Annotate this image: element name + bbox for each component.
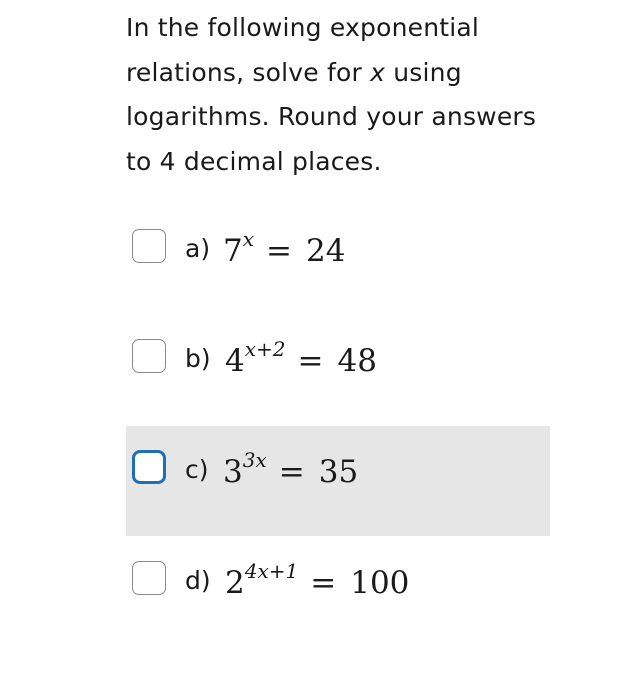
option-b-letter: b) xyxy=(185,344,211,373)
option-d-letter: d) xyxy=(185,566,211,595)
option-b-exponent: x+2 xyxy=(244,336,286,361)
option-a-equals: = xyxy=(266,233,292,269)
option-d[interactable] xyxy=(126,527,550,637)
option-c[interactable] xyxy=(126,426,550,536)
option-b[interactable] xyxy=(126,305,550,415)
question-text-part1: In the following exponential relations, solve for xyxy=(126,13,480,87)
option-c-checkbox[interactable] xyxy=(132,450,166,484)
option-c-rhs: 35 xyxy=(318,454,359,490)
option-c-exponent: 3x xyxy=(242,447,267,472)
option-c-equals: = xyxy=(278,454,305,490)
option-a-base: 7 xyxy=(223,233,243,269)
option-d-exponent: 4x+1 xyxy=(244,558,299,583)
option-b-equation xyxy=(225,336,377,379)
option-c-equation xyxy=(223,447,359,490)
option-b-base: 4 xyxy=(225,343,245,379)
option-b-rhs: 48 xyxy=(337,343,377,379)
option-a-exponent: x xyxy=(242,226,255,251)
option-a-checkbox[interactable] xyxy=(132,229,166,263)
question-variable: x xyxy=(370,57,386,87)
question-text-part2: using logarithms. Round your answers to 4 decimal places. xyxy=(126,57,537,176)
option-c-letter: c) xyxy=(185,455,209,484)
option-d-equation xyxy=(225,558,410,601)
option-a[interactable] xyxy=(126,195,550,305)
option-a-equation xyxy=(223,226,346,269)
option-d-checkbox[interactable] xyxy=(132,561,166,595)
question-prompt xyxy=(126,6,546,184)
option-d-rhs: 100 xyxy=(350,565,410,601)
option-a-letter: a) xyxy=(185,234,211,263)
option-b-checkbox[interactable] xyxy=(132,339,166,373)
option-d-equals: = xyxy=(310,565,337,601)
option-d-base: 2 xyxy=(225,565,245,601)
option-a-rhs: 24 xyxy=(306,233,346,269)
option-b-equals: = xyxy=(297,343,324,379)
option-c-base: 3 xyxy=(223,454,243,490)
